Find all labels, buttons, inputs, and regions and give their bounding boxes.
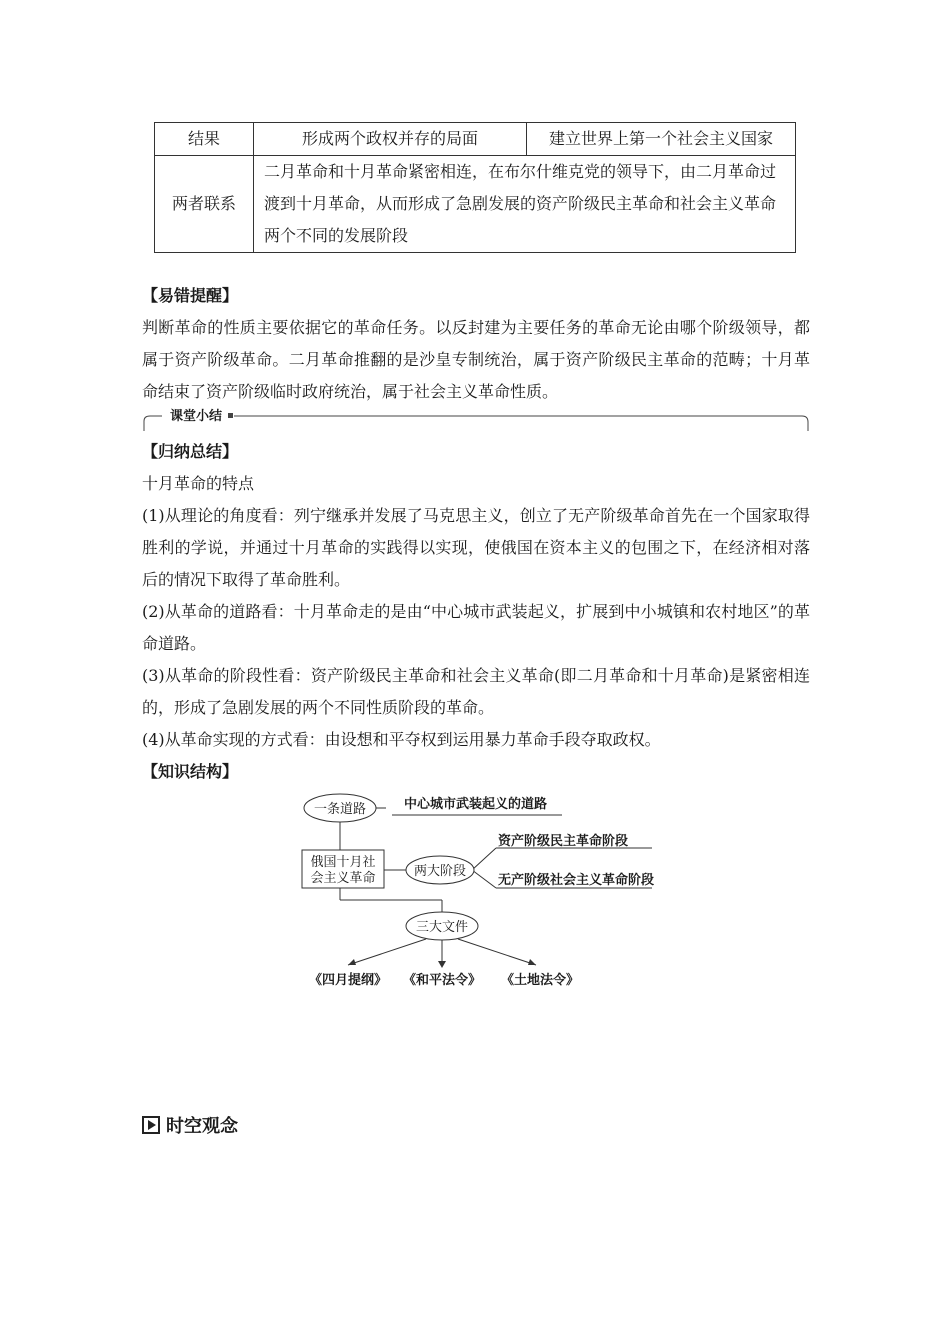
stages-label: 两大阶段 — [413, 864, 467, 879]
table-row — [155, 123, 796, 156]
doc-2: 《和平法令》 — [402, 973, 482, 988]
row-label-result: 结果 — [155, 123, 254, 156]
play-icon — [142, 1116, 160, 1134]
result-feb: 形成两个政权并存的局面 — [254, 123, 527, 156]
road-desc: 中心城市武装起义的道路 — [404, 797, 548, 812]
knowledge-structure-diagram — [290, 784, 670, 994]
stage-1: 资产阶级民主革命阶段 — [498, 834, 629, 849]
summary-subtitle: 十月革命的特点 — [142, 474, 255, 493]
docs-label: 三大文件 — [415, 920, 469, 935]
summary-item-3: (3)从革命的阶段性看：资产阶级民主革命和社会主义革命(即二月革命和十月革命)是紧密相连的，形成了急剧发展的两个不同性质阶段的革命。 — [142, 666, 810, 717]
structure-title: 【知识结构】 — [142, 762, 239, 781]
bottom-section-heading — [142, 1112, 238, 1138]
summary-item-1: (1)从理论的角度看：列宁继承并发展了马克思主义，创立了无产阶级革命首先在一个国家取得胜利的学说，并通过十月革命的实践得以实现，使俄国在资本主义的包围之下，在经济相对落后的情况下取得了革命胜利。 — [142, 506, 810, 589]
road-label: 一条道路 — [313, 802, 367, 817]
doc-1: 《四月提纲》 — [308, 973, 388, 988]
class-summary-bar — [142, 407, 812, 435]
summary-title: 【归纳总结】 — [142, 442, 239, 461]
tip-text: 判断革命的性质主要依据它的革命任务。以反封建为主要任务的革命无论由哪个阶级领导，都属于资产阶级革命。二月革命推翻的是沙皇专制统治，属于资产阶级民主革命的范畴；十月革命结束了资产阶级临时政府统治，属于社会主义革命性质。 — [142, 318, 810, 401]
table-row — [155, 156, 796, 253]
bottom-heading-text: 时空观念 — [166, 1116, 238, 1137]
center-line2: 会主义革命 — [310, 871, 376, 886]
summary-bar-line — [142, 407, 812, 435]
stage-2: 无产阶级社会主义革命阶段 — [498, 873, 655, 888]
center-line1: 俄国十月社 — [310, 855, 376, 870]
summary-item-2: (2)从革命的道路看：十月革命走的是由“中心城市武装起义，扩展到中小城镇和农村地区”的革命道路。 — [142, 602, 810, 653]
tip-section — [142, 280, 810, 408]
result-oct: 建立世界上第一个社会主义国家 — [527, 123, 796, 156]
relation-text: 二月革命和十月革命紧密相连，在布尔什维克党的领导下，由二月革命过渡到十月革命，从而形成了急剧发展的资产阶级民主革命和社会主义革命两个不同的发展阶段 — [254, 156, 796, 253]
doc-3: 《土地法令》 — [500, 973, 580, 988]
class-summary-title: 课堂小结 — [166, 407, 226, 427]
summary-item-4: (4)从革命实现的方式看：由设想和平夺权到运用暴力革命手段夺取政权。 — [142, 730, 661, 749]
summary-section — [142, 436, 810, 788]
tip-title: 【易错提醒】 — [142, 286, 239, 305]
row-label-relation: 两者联系 — [155, 156, 254, 253]
comparison-table — [154, 122, 796, 253]
